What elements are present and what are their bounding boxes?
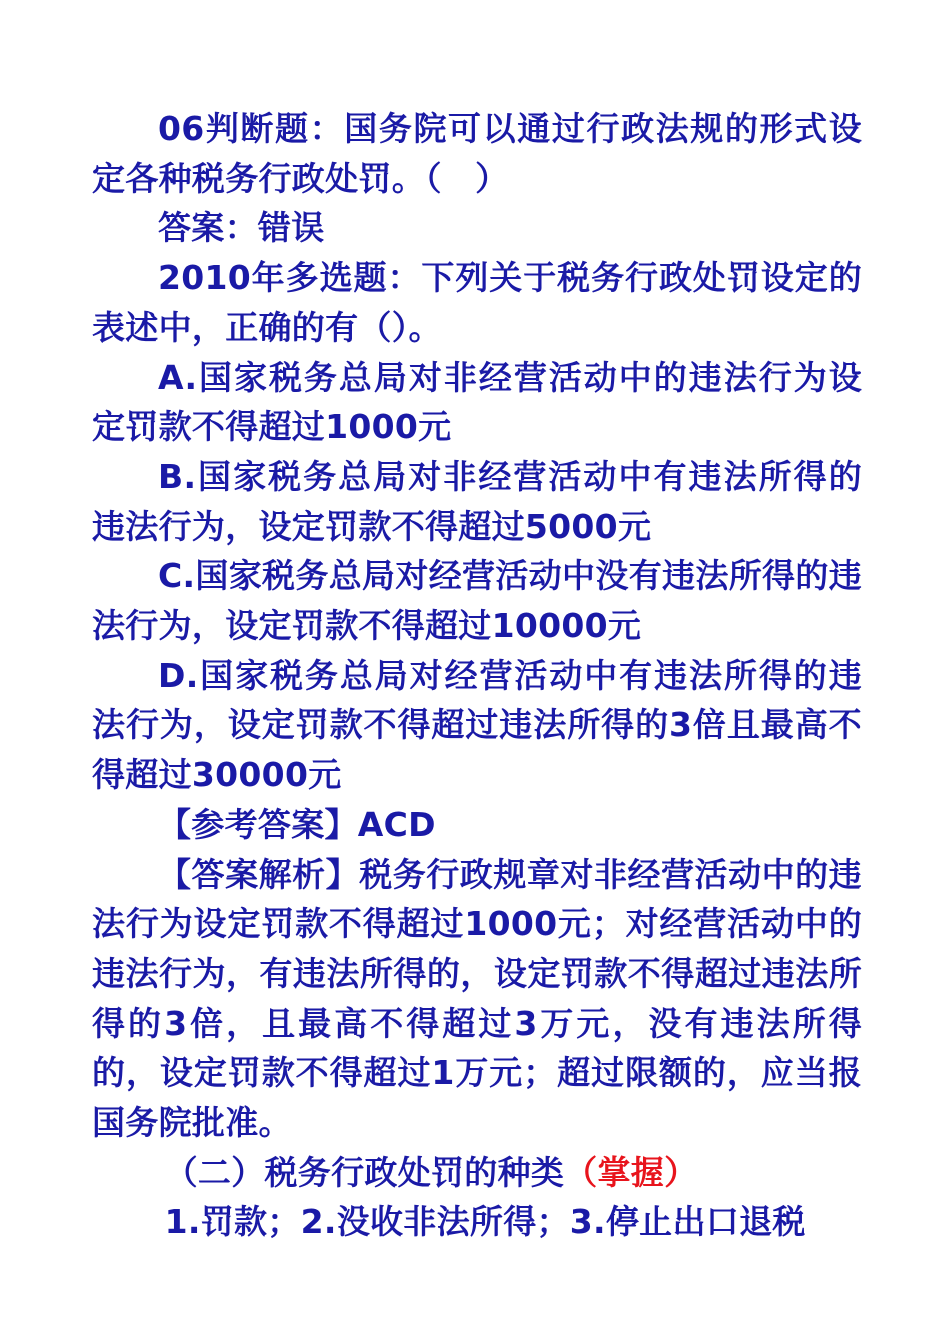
section-heading-text: （二）税务行政处罚的种类 [164, 1152, 565, 1192]
section-heading [92, 1148, 862, 1198]
judgment-answer: 答案：错误 [158, 208, 325, 248]
option-b: B.国家税务总局对非经营活动中有违法所得的违法行为，设定罚款不得超过5000元 [92, 456, 862, 546]
answer-explanation: 【答案解析】税务行政规章对非经营活动中的违法行为设定罚款不得超过1000元；对经营活动中的违法行为，有违法所得的，设定罚款不得超过违法所得的3倍，且最高不得超过3万元，没有违法所得的，设定罚款不得超过1万元；超过限额的，应当报国务院批准。 [92, 854, 862, 1143]
option-a: A.国家税务总局对非经营活动中的违法行为设定罚款不得超过1000元 [92, 357, 862, 447]
multiple-choice-question: 2010年多选题：下列关于税务行政处罚设定的表述中，正确的有（）。 [92, 258, 862, 347]
reference-answer: 【参考答案】ACD [158, 804, 436, 844]
mastery-tag: （掌握） [564, 1152, 698, 1192]
option-c: C.国家税务总局对经营活动中没有违法所得的违法行为，设定罚款不得超过10000元 [92, 556, 862, 646]
judgment-question: 06判断题：国务院可以通过行政法规的形式设定各种税务行政处罚。（ ） [92, 109, 862, 198]
option-d: D.国家税务总局对经营活动中有违法所得的违法行为，设定罚款不得超过违法所得的3倍且最高不得超过30000元 [92, 655, 862, 795]
document-page [92, 104, 862, 1247]
penalty-types-line: 1.罚款；2.没收非法所得；3.停止出口退税 [164, 1202, 806, 1242]
